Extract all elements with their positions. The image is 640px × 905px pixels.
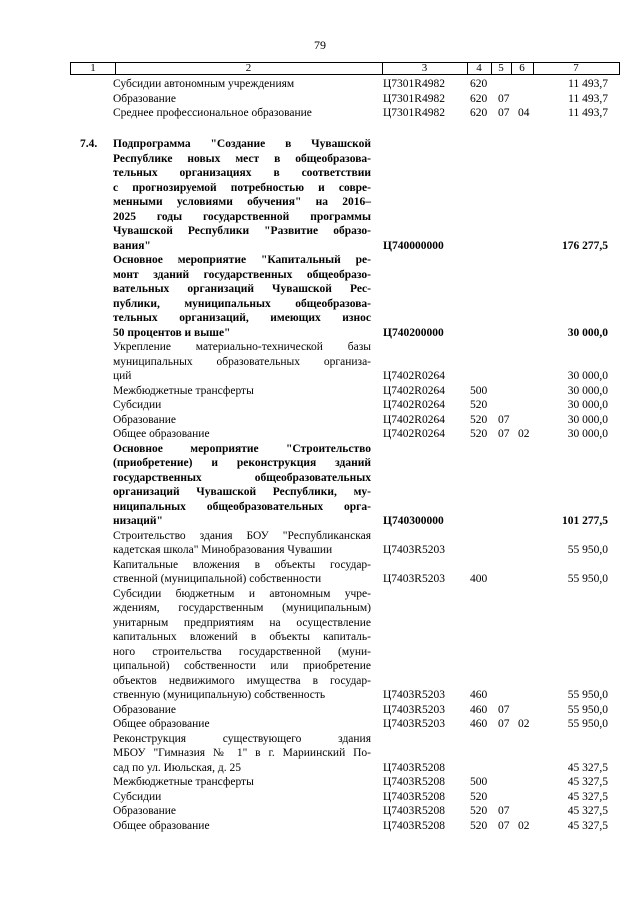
- table-row: [0, 558, 640, 587]
- table-body-main: [0, 137, 640, 833]
- table-row: [0, 92, 640, 107]
- target-code: Ц7403R5208: [383, 819, 445, 832]
- amount: 55 950,0: [567, 703, 608, 716]
- row-name-line: Основное мероприятие "Строительство: [113, 442, 371, 455]
- section-code: 07: [498, 819, 510, 832]
- target-code: Ц7403R5208: [383, 805, 445, 817]
- row-name-line: вания": [113, 239, 151, 252]
- row-name-line: ственной (муниципальной) собственности: [113, 573, 322, 585]
- table-row: [0, 703, 640, 718]
- row-name-line: Общее образование: [113, 428, 210, 440]
- row-name: [113, 398, 371, 413]
- amount: 45 327,5: [567, 776, 608, 788]
- subsection-code: 04: [518, 107, 530, 119]
- row-name-line: тельных организациях в соответствии: [113, 167, 371, 179]
- row-name: [113, 77, 371, 92]
- row-name-line: сад по ул. Июльская, д. 25: [113, 761, 241, 774]
- table-row: [0, 427, 640, 442]
- row-name: [113, 732, 371, 776]
- row-name-line: объектов недвижимого имущества в государ-: [113, 674, 371, 687]
- target-code: Ц7403R5203: [383, 544, 445, 556]
- target-code: Ц7403R5208: [383, 790, 445, 803]
- table-row: [0, 137, 640, 253]
- target-code: Ц7402R0264: [383, 384, 445, 397]
- table-row: [0, 413, 640, 428]
- row-name-line: кадетская школа" Минобразования Чувашии: [113, 544, 333, 556]
- subsection-code: 02: [518, 718, 530, 730]
- section-code: 07: [498, 805, 510, 817]
- row-name-line: Межбюджетные трансферты: [113, 384, 254, 397]
- subsection-code: 02: [518, 428, 530, 440]
- expense-type: 520: [470, 413, 488, 426]
- row-name-line: Субсидии: [113, 399, 162, 411]
- table-row: [0, 106, 640, 121]
- row-name-line: Общее образование: [113, 819, 210, 832]
- target-code: Ц7402R0264: [383, 413, 445, 426]
- row-name-line: (приобретение) и реконструкция зданий: [113, 457, 371, 469]
- row-name-line: Основное мероприятие "Капитальный ре-: [113, 254, 371, 266]
- row-name: [113, 717, 371, 732]
- header-col-1: 1: [71, 63, 116, 74]
- row-name-line: Республике новых мест в общеобразова-: [113, 152, 371, 165]
- target-code: Ц7402R0264: [383, 428, 445, 440]
- row-name-line: менными условиями обучения" на 2016–: [113, 196, 371, 208]
- expense-type: 520: [470, 819, 488, 832]
- row-name-line: Укрепление материально-технической базы: [113, 341, 371, 353]
- row-name: [113, 790, 371, 805]
- header-col-2: 2: [115, 63, 383, 74]
- section-code: 07: [498, 428, 510, 440]
- section-code: 07: [498, 107, 510, 119]
- row-name: [113, 106, 371, 121]
- table-row: [0, 819, 640, 834]
- target-code: Ц7301R4982: [383, 78, 445, 90]
- header-col-3: 3: [382, 63, 468, 74]
- row-name: [113, 340, 371, 384]
- row-name-line: муниципальных образовательных организа-: [113, 355, 371, 368]
- target-code: Ц7301R4982: [383, 92, 445, 105]
- row-name-line: государственных общеобразовательных: [113, 471, 371, 484]
- row-name-line: Образование: [113, 805, 177, 817]
- section-code: 07: [498, 92, 510, 105]
- row-name-line: Чувашской Республики "Развитие образо-: [113, 225, 371, 237]
- row-name-line: с прогнозируемой потребностью и совре-: [113, 181, 371, 194]
- row-name-line: организаций Чувашской Республики, му-: [113, 486, 371, 498]
- amount: 55 950,0: [567, 544, 608, 556]
- table-row: [0, 732, 640, 776]
- expense-type: 460: [470, 703, 488, 716]
- target-code: Ц7403R5203: [383, 703, 445, 716]
- table-row: [0, 384, 640, 399]
- amount: 30 000,0: [567, 413, 608, 426]
- row-name-line: монт зданий государственных общеобразо-: [113, 268, 371, 281]
- table-row: [0, 717, 640, 732]
- row-name-line: МБОУ "Гимназия № 1" в г. Мариинский По-: [113, 747, 371, 759]
- header-col-4: 4: [467, 63, 492, 74]
- amount: 45 327,5: [567, 805, 608, 817]
- expense-type: 520: [470, 805, 488, 817]
- header-col-7: 7: [573, 62, 579, 74]
- row-name-line: ниципальных общеобразовательных орга-: [113, 500, 371, 513]
- target-code: Ц7403R5208: [383, 776, 445, 788]
- header-col-6: 6: [511, 63, 534, 74]
- amount: 55 950,0: [567, 573, 608, 585]
- row-name-line: Образование: [113, 92, 177, 105]
- row-name: [113, 529, 371, 558]
- row-name-line: Строительство здания БОУ "Республиканская: [113, 529, 371, 542]
- row-name-line: Общее образование: [113, 718, 210, 730]
- table-row: [0, 340, 640, 384]
- expense-type: 460: [470, 689, 488, 701]
- section-code: 07: [498, 703, 510, 716]
- row-name: [113, 819, 371, 834]
- amount: 11 493,7: [568, 78, 608, 90]
- table-header: [70, 62, 620, 75]
- row-name-line: публики, муниципальных общеобразова-: [113, 297, 371, 310]
- row-name-line: 50 процентов и выше": [113, 326, 231, 339]
- row-name-line: Субсидии: [113, 790, 162, 803]
- expense-type: 460: [470, 718, 488, 730]
- target-code: Ц7402R0264: [383, 370, 445, 382]
- amount: 45 327,5: [567, 790, 608, 803]
- row-name: [113, 92, 371, 107]
- row-name: [113, 804, 371, 819]
- row-name-line: 2025 годы государственной программы: [113, 210, 371, 223]
- amount: 30 000,0: [567, 399, 608, 411]
- row-name-line: Капитальные вложения в объекты государ-: [113, 558, 371, 571]
- row-name-line: ципальной) собственности или приобретение: [113, 660, 371, 672]
- target-code: Ц7301R4982: [383, 107, 445, 119]
- row-name-line: Среднее профессиональное образование: [113, 107, 312, 119]
- target-code: Ц740300000: [383, 515, 444, 527]
- row-name-line: унитарным предприятиям на осуществление: [113, 616, 371, 629]
- row-name: [113, 587, 371, 703]
- row-name: [113, 253, 371, 340]
- table-row: [0, 77, 640, 92]
- expense-type: 500: [470, 384, 488, 397]
- target-code: Ц7403R5208: [383, 761, 445, 774]
- expense-type: 500: [470, 776, 488, 788]
- row-name-line: Реконструкция существующего здания: [113, 732, 371, 745]
- amount: 30 000,0: [567, 428, 608, 440]
- expense-type: 520: [470, 399, 488, 411]
- row-name-line: ственную (муниципальную) собственность: [113, 689, 326, 701]
- expense-type: 520: [470, 790, 488, 803]
- amount: 45 327,5: [567, 819, 608, 832]
- row-name-line: Субсидии автономным учреждениям: [113, 78, 295, 90]
- row-name: [113, 427, 371, 442]
- amount: 55 950,0: [567, 689, 608, 701]
- row-name-line: Подпрограмма "Создание в Чувашской: [113, 138, 371, 150]
- table-row: [0, 398, 640, 413]
- expense-type: 520: [470, 428, 488, 440]
- table-row: [0, 775, 640, 790]
- row-name-line: Межбюджетные трансферты: [113, 776, 254, 788]
- target-code: Ц7403R5203: [383, 718, 445, 730]
- table-row: [0, 587, 640, 703]
- amount: 176 277,5: [562, 239, 608, 252]
- amount: 45 327,5: [567, 761, 608, 774]
- section-number: 7.4.: [80, 138, 98, 150]
- header-col-5: 5: [491, 63, 512, 74]
- expense-type: 620: [470, 107, 488, 119]
- target-code: Ц740200000: [383, 326, 444, 339]
- target-code: Ц7402R0264: [383, 399, 445, 411]
- section-code: 07: [498, 718, 510, 730]
- table-row: [0, 804, 640, 819]
- row-name: [113, 775, 371, 790]
- table-row: [0, 790, 640, 805]
- row-name-line: капитальных вложений в объекты капиталь-: [113, 631, 371, 643]
- table-row: [0, 253, 640, 340]
- row-name-line: тельных организаций, имеющих износ: [113, 312, 371, 324]
- amount: 30 000,0: [567, 370, 608, 382]
- row-name-line: вательных организаций Чувашской Рес-: [113, 283, 371, 295]
- row-name: [113, 413, 371, 428]
- table-row: [0, 442, 640, 529]
- amount: 55 950,0: [567, 718, 608, 730]
- amount: 30 000,0: [567, 384, 608, 397]
- expense-type: 620: [470, 92, 488, 105]
- amount: 11 493,7: [568, 92, 608, 105]
- row-name-line: Образование: [113, 703, 177, 716]
- table-row: [0, 529, 640, 558]
- row-name: [113, 703, 371, 718]
- target-code: Ц7403R5203: [383, 573, 445, 585]
- amount: 101 277,5: [562, 515, 608, 527]
- row-name-line: низаций": [113, 515, 163, 527]
- table-body-top: [0, 77, 640, 121]
- section-code: 07: [498, 413, 510, 426]
- row-name: [113, 558, 371, 587]
- row-name-line: ций: [113, 370, 132, 382]
- expense-type: 620: [470, 78, 488, 90]
- row-name: [113, 384, 371, 399]
- row-name: [113, 442, 371, 529]
- amount: 30 000,0: [567, 326, 608, 339]
- target-code: Ц740000000: [383, 239, 444, 252]
- target-code: Ц7403R5203: [383, 689, 445, 701]
- amount: 11 493,7: [568, 107, 608, 119]
- row-name-line: ного строительства государственной (муни-: [113, 645, 371, 658]
- row-name-line: Субсидии бюджетным и автономным учре-: [113, 587, 371, 600]
- row-name-line: Образование: [113, 413, 177, 426]
- expense-type: 400: [470, 573, 488, 585]
- row-name: [113, 137, 371, 253]
- row-name-line: ждениям, государственным (муниципальным): [113, 602, 371, 614]
- subsection-code: 02: [518, 819, 530, 832]
- page-number: 79: [314, 38, 326, 52]
